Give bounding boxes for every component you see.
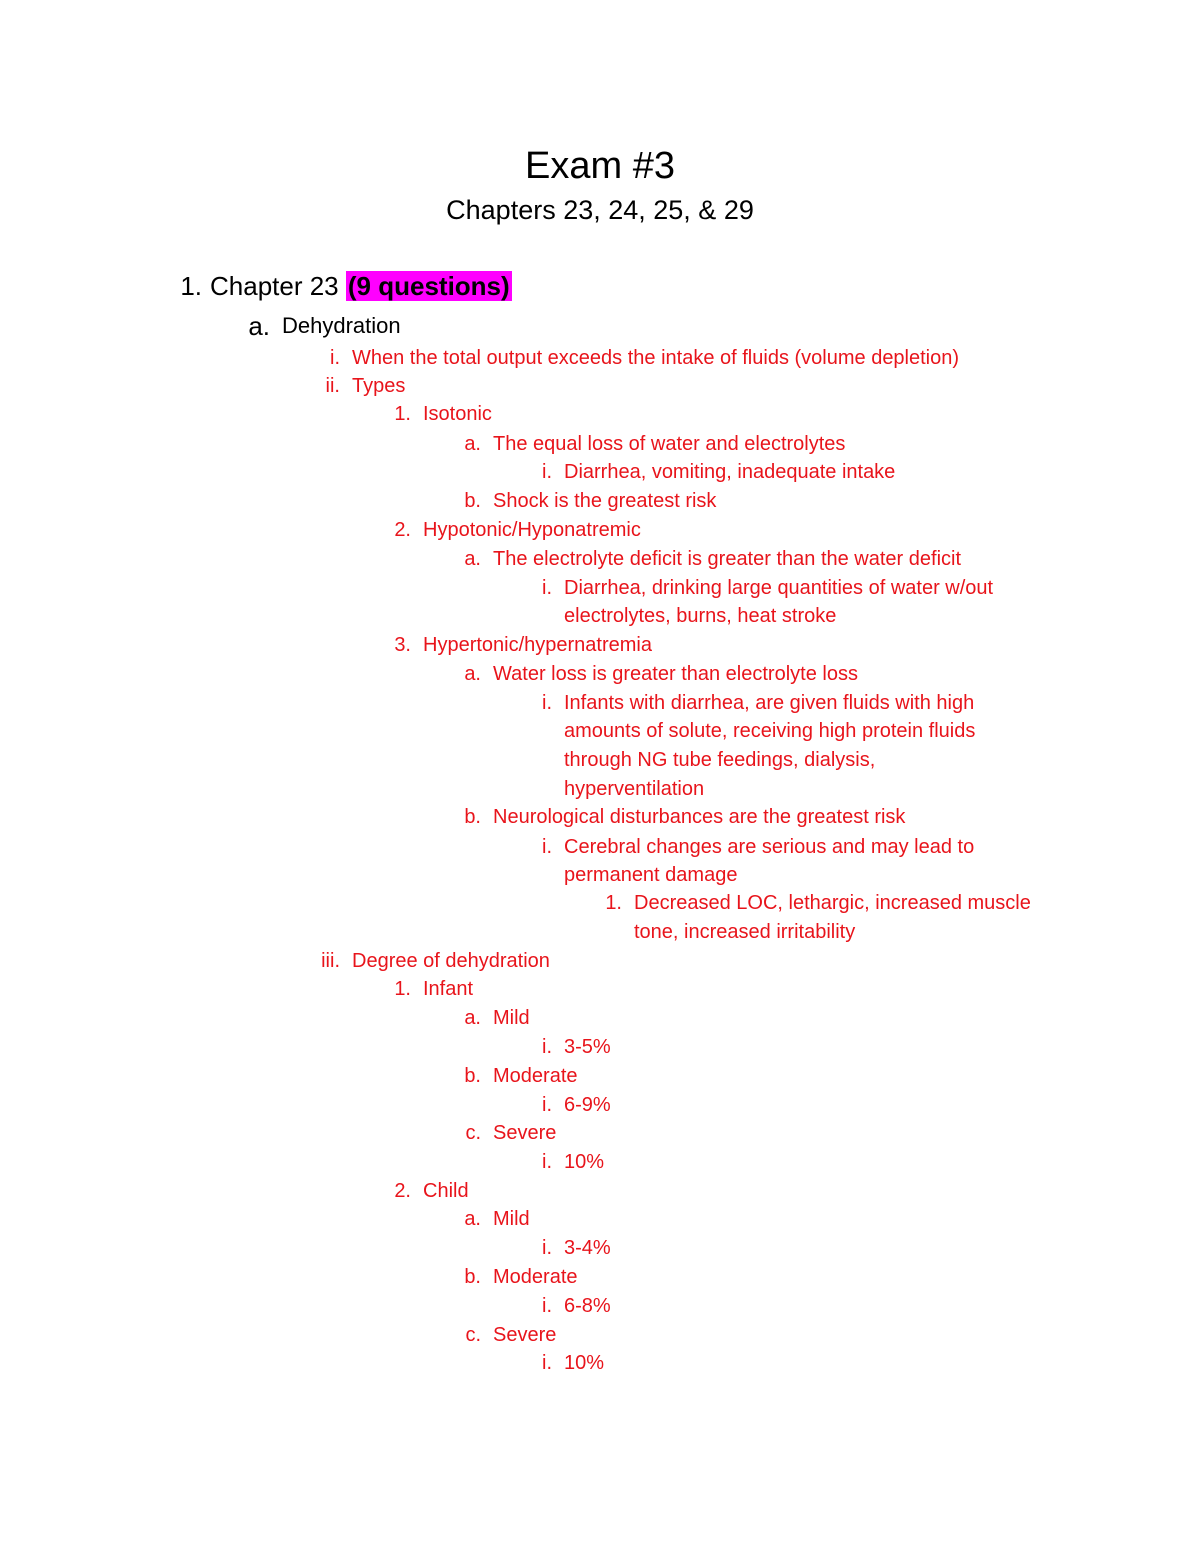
page-title: Exam #3 [525, 145, 675, 187]
document-page: Exam #3 Chapters 23, 24, 25, & 29 1. Chapter 23 (9 questions) a. Dehydration i. When the total output exceeds the intake of fluids (volume depletion) ii. Types 1. Isotonic a. The equal loss of water and electrolytes i. Diarrhea, vomiting, inadequate intake b. Shock is the greatest risk 2. Hypotonic/Hyponatremic a. The electrolyte deficit is greater than the water deficit i. Diarrhea, drinking large quantities of water w/out electrolytes, burns, heat stroke 3. Hypertonic/hypernatremia a. Water loss is greater than electrolyte loss i. Infants with diarrhea, are given fluids with high amounts of solute, receiving high protein fluids through NG tube feedings, dialysis, hyperventilation b. Neurological disturbances are the greatest risk i. Cerebral changes are serious and may lead to permanent damage 1. Decreased LOC, lethargic, increased muscle tone, increased irritability iii. Degree of dehydration 1. Infant a. Mild i. 3-5% b. Moderate i. 6-9% c. Severe i. 10% 2. Child a. Mild i. 3-4% b. Moderate i. 6-8% c. Severe i. 10% [0, 0, 1200, 1553]
chapter-marker: 1. [180, 271, 202, 301]
topic-marker: a. [248, 311, 270, 341]
chapter-label: Chapter 23 [210, 271, 339, 301]
page-subtitle: Chapters 23, 24, 25, & 29 [446, 195, 754, 225]
question-count-highlight: (9 questions) [347, 271, 510, 301]
topic-label: Dehydration [282, 313, 401, 338]
